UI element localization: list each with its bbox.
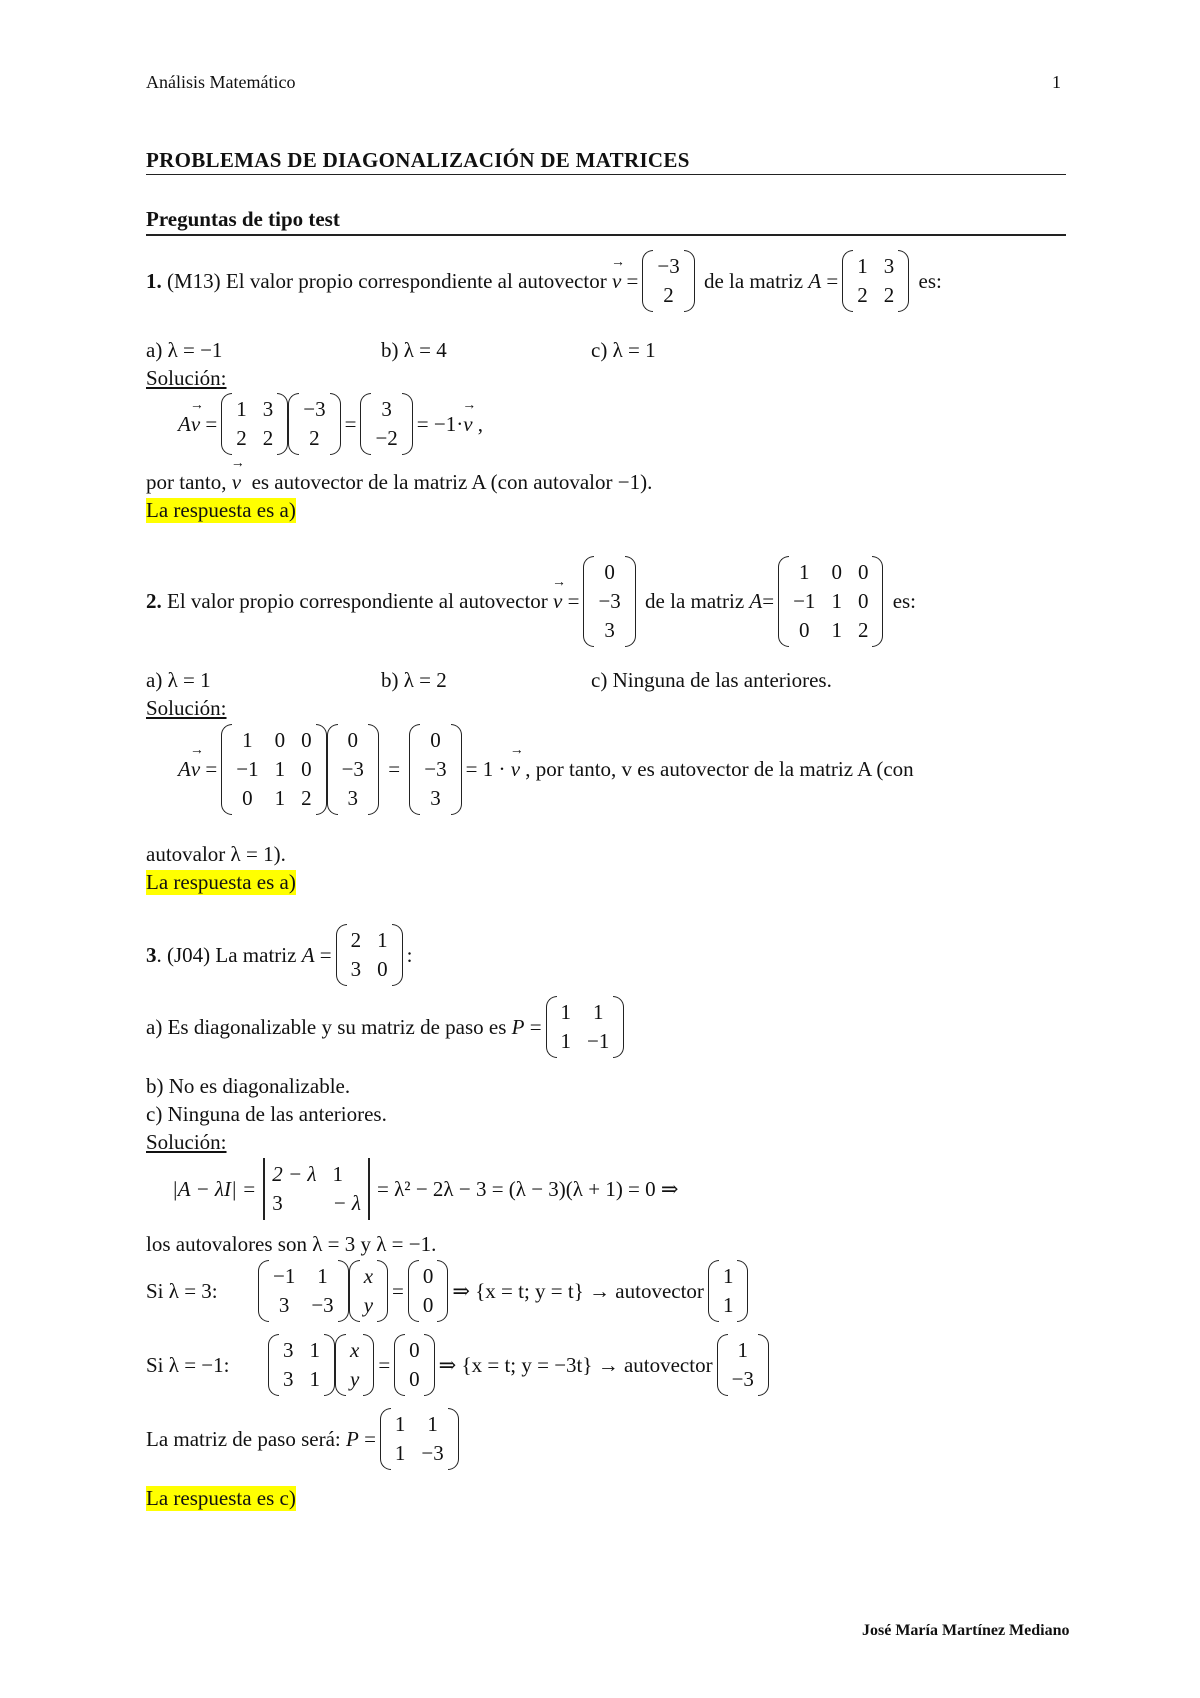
vector-v: → v xyxy=(612,269,621,294)
q3-passage-matrix: La matriz de paso será: P = 1 1 1 −3 xyxy=(146,1408,463,1470)
q2-option-c: c) Ninguna de las anteriores. xyxy=(591,668,832,692)
q1-end-text: es: xyxy=(918,268,942,293)
q1-solution-label: Solución: xyxy=(146,366,227,390)
q1-mid-text: de la matriz xyxy=(703,268,804,293)
q3-text: . (J04) La matriz xyxy=(156,942,297,967)
q3-option-c: c) Ninguna de las anteriores. xyxy=(146,1102,387,1126)
q2-options xyxy=(146,668,832,693)
q2-number: 2. xyxy=(146,589,162,613)
q1-sol-vector: −3 2 xyxy=(288,393,340,455)
q3-option-b: b) No es diagonalizable. xyxy=(146,1074,351,1098)
section-title: Preguntas de tipo test xyxy=(146,207,340,231)
q1-statement: 1. (M13) El valor propio correspondiente al autovector → v = −3 2 de la matriz A = 1 3 2 2 es: xyxy=(146,250,942,312)
q3-answer: La respuesta es c) xyxy=(146,1486,296,1510)
q1-matrix-a: 1 3 2 2 xyxy=(842,250,909,312)
q1-option-a: a) λ = −1 xyxy=(146,338,223,362)
q2-text: El valor propio correspondiente al autovector xyxy=(167,589,548,613)
q1-vector-matrix: −3 2 xyxy=(642,250,694,312)
q3-case-2: Si λ = −1: 3 1 3 1 x y = 0 0 ⇒ {x = t; y = −3t} → autovector 1 −3 xyxy=(146,1334,773,1396)
q2-mid-text: de la matriz xyxy=(645,589,745,613)
q2-matrix-a: 1 0 0 −1 1 0 0 1 2 xyxy=(778,556,883,647)
q2-statement: 2. El valor propio correspondiente al autovector → v = 0 −3 3 de la matriz A = 1 0 0 −1 1 0 0 1 2 es: xyxy=(146,556,916,647)
header-page-number: 1 xyxy=(1052,72,1061,92)
q2-sol-vector: 0 −3 3 xyxy=(327,724,379,815)
q3-case-1: Si λ = 3: −1 1 3 −3 x y = 0 0 ⇒ {x = t; y = t} → autovector 1 1 xyxy=(146,1260,752,1322)
title-rule xyxy=(146,174,1066,175)
q1-sol-matrix-a: 1 3 2 2 xyxy=(221,393,288,455)
q1-answer: La respuesta es a) xyxy=(146,498,296,522)
q1-sol-result: 3 −2 xyxy=(360,393,412,455)
q2-answer: La respuesta es a) xyxy=(146,870,296,894)
q1-solution-equation: A → v = 1 3 2 2 −3 2 = 3 −2 = −1· → v , xyxy=(178,393,483,455)
q3-determinant: |A − λI| = 2 − λ 1 3 − λ = λ² − 2λ − 3 = (λ − 3)(λ + 1) = 0 ⇒ xyxy=(172,1158,679,1220)
q1-options xyxy=(146,338,656,363)
q1-number: 1. xyxy=(146,268,162,293)
page-title: PROBLEMAS DE DIAGONALIZACIÓN DE MATRICES xyxy=(146,148,690,172)
q2-solution-equation: A → v = 1 0 0 −1 1 0 0 1 2 0 −3 3 = 0 −3 3 = 1 · → v , por tanto, v es autovector de la matriz A (con xyxy=(178,724,914,815)
footer-author: José María Martínez Mediano xyxy=(862,1622,1070,1639)
q3-solution-label: Solución: xyxy=(146,1130,227,1154)
q1-option-c: c) λ = 1 xyxy=(591,338,656,362)
q2-sol-result: 0 −3 3 xyxy=(409,724,461,815)
q3-eigenvalues: los autovalores son λ = 3 y λ = −1. xyxy=(146,1232,437,1256)
q3-matrix-p-option: 1 1 1 −1 xyxy=(546,996,625,1058)
q3-matrix-p: 1 1 1 −3 xyxy=(380,1408,459,1470)
q2-vector-matrix: 0 −3 3 xyxy=(583,556,635,647)
header-course: Análisis Matemático xyxy=(146,72,296,92)
q1-text: (M13) El valor propio correspondiente al autovector xyxy=(167,268,607,293)
q3-matrix-a: 2 1 3 0 xyxy=(336,924,403,986)
q2-conclusion: autovalor λ = 1). xyxy=(146,842,286,866)
q1-option-b: b) λ = 4 xyxy=(381,338,447,362)
q2-option-b: b) λ = 2 xyxy=(381,668,447,692)
q3-option-a: a) Es diagonalizable y su matriz de paso es P = 1 1 1 −1 xyxy=(146,996,628,1058)
q2-sol-matrix-a: 1 0 0 −1 1 0 0 1 2 xyxy=(221,724,326,815)
q3-det-matrix: 2 − λ 1 3 − λ xyxy=(260,1158,373,1220)
q1-conclusion: por tanto, → v es autovector de la matriz A (con autovalor −1). xyxy=(146,470,652,495)
q2-solution-label: Solución: xyxy=(146,696,227,720)
q2-option-a: a) λ = 1 xyxy=(146,668,211,692)
q2-end-text: es: xyxy=(892,589,917,613)
section-rule xyxy=(146,234,1066,236)
q3-number: 3 xyxy=(146,942,157,967)
q3-statement: 3 . (J04) La matriz A = 2 1 3 0 : xyxy=(146,924,412,986)
